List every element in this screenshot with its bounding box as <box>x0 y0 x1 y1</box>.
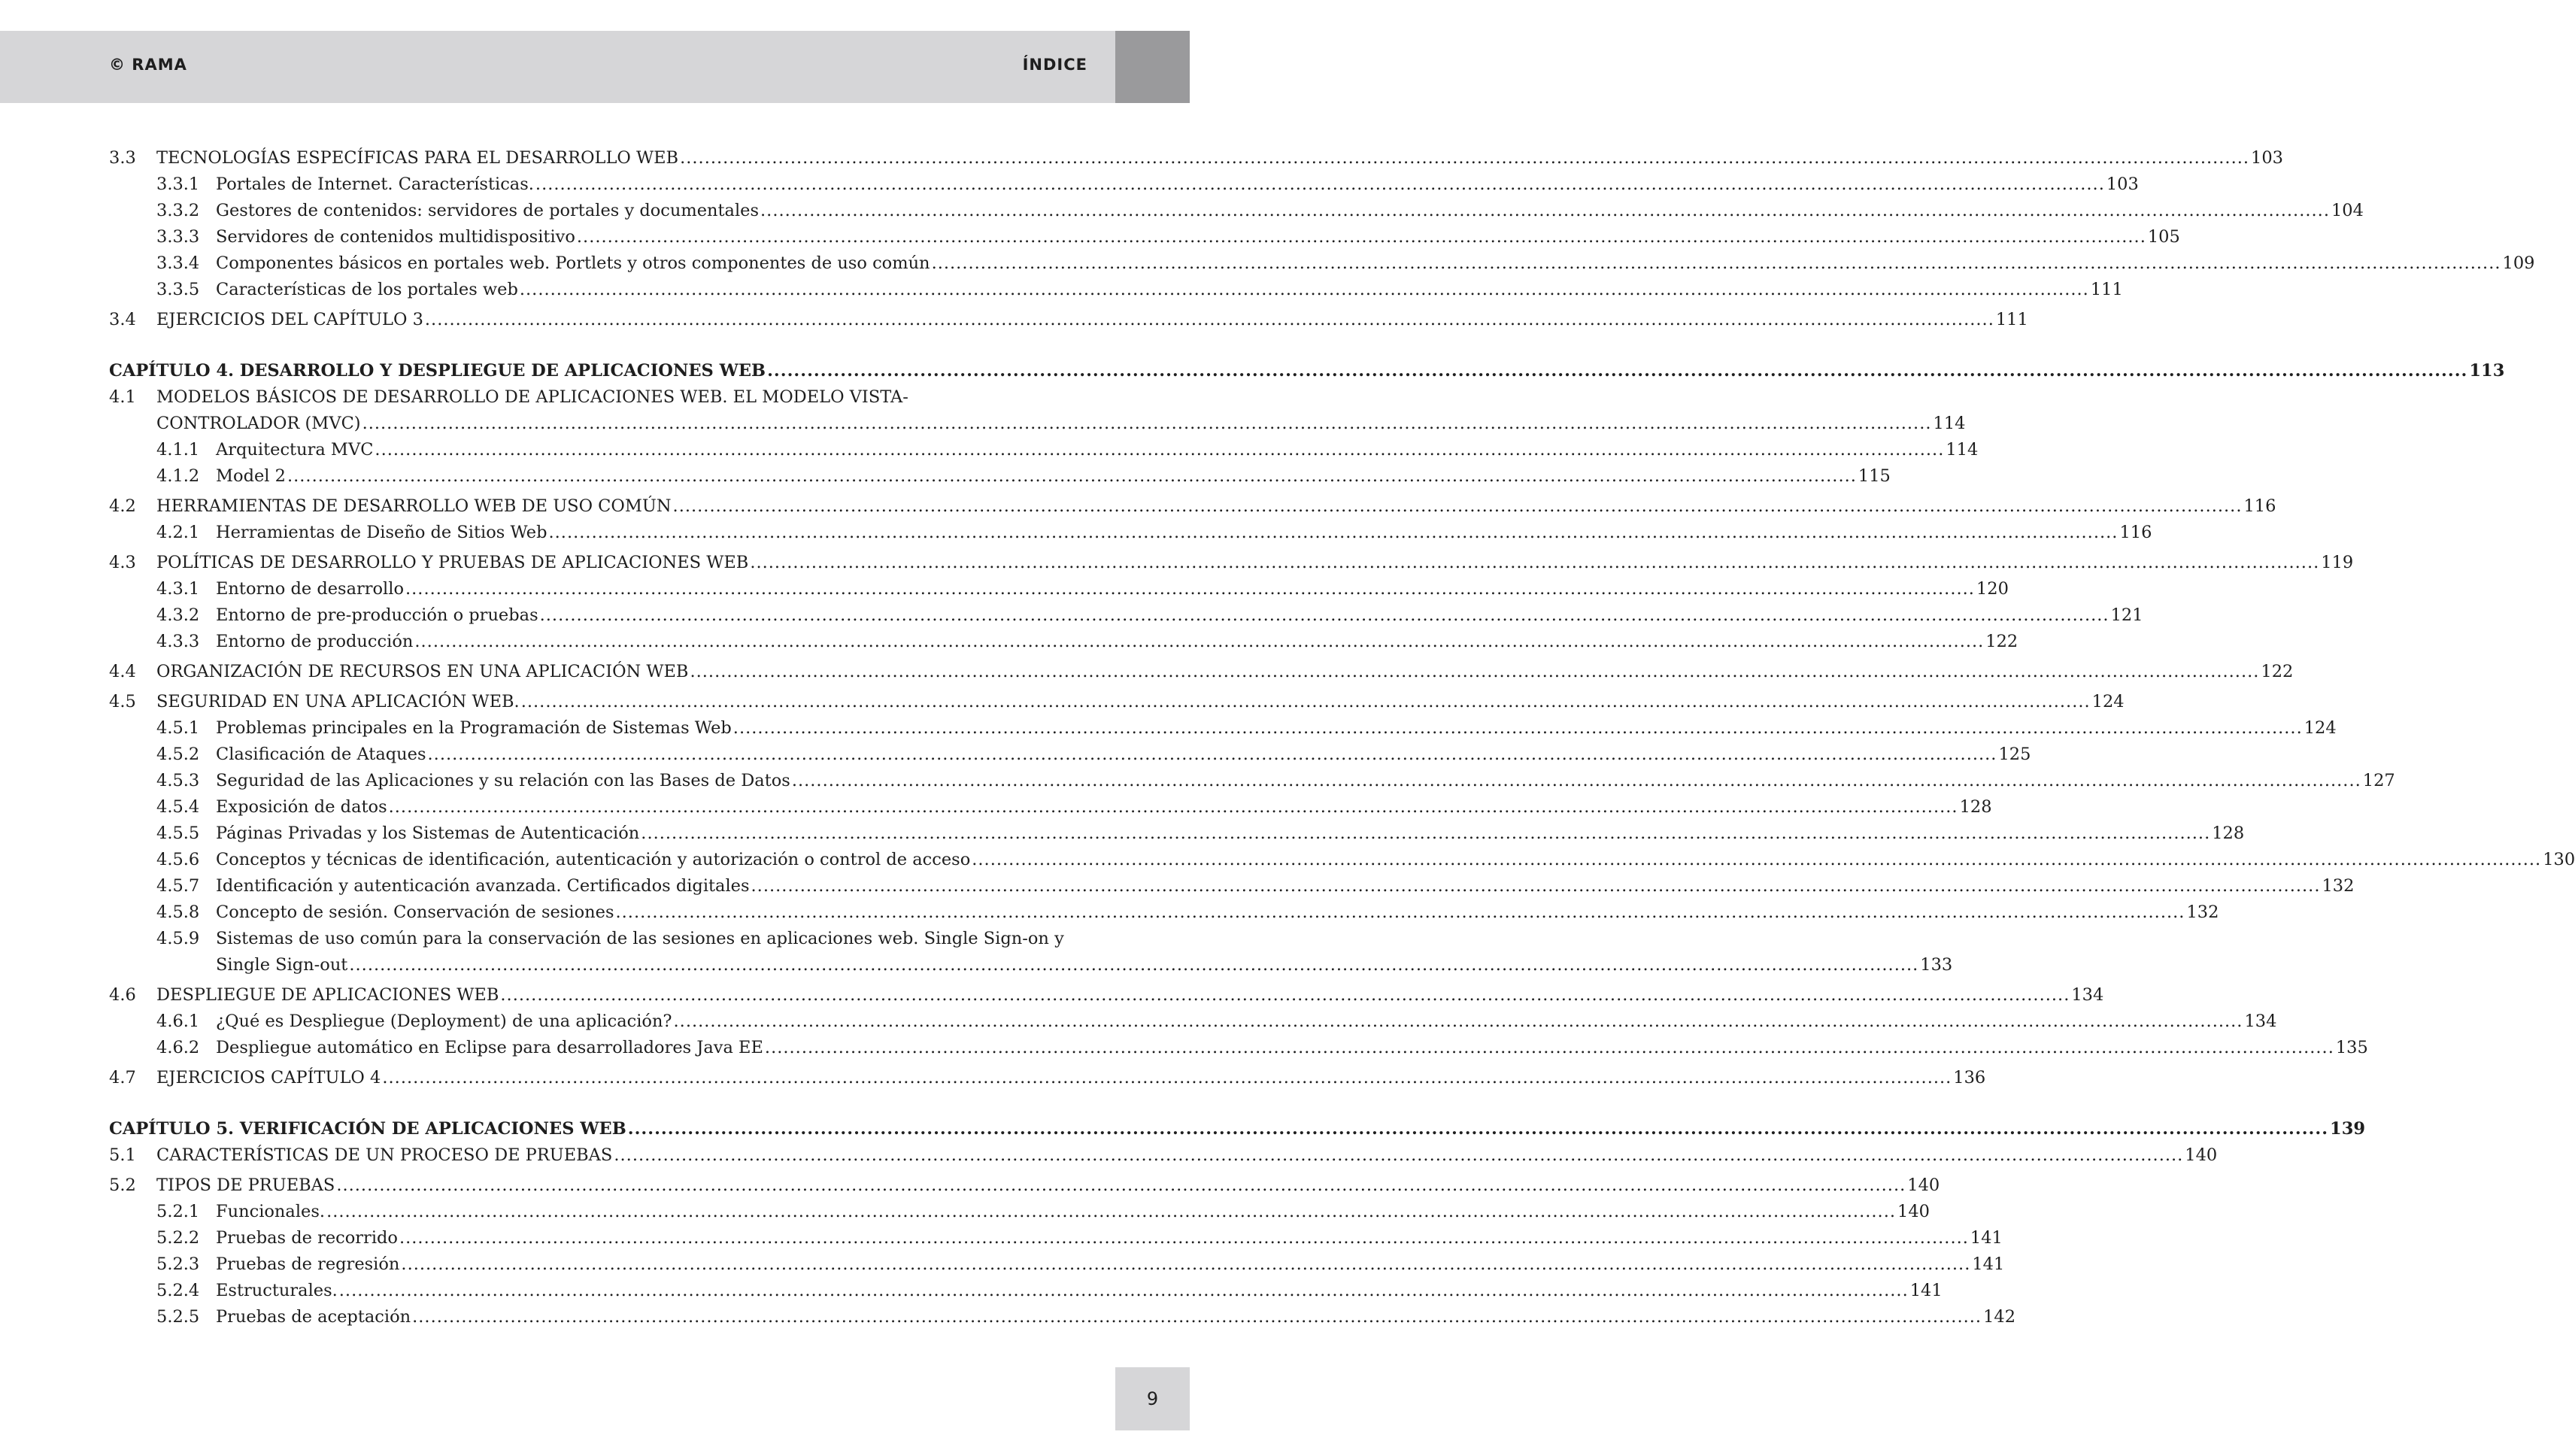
toc-leader <box>680 145 2249 171</box>
toc-title: POLÍTICAS DE DESARROLLO Y PRUEBAS DE APLICACIONES WEB <box>156 553 749 572</box>
toc-number: 4.1.1 <box>156 440 200 460</box>
toc-title: Entorno de desarrollo <box>216 579 404 599</box>
toc-title-continued: Single Sign-out <box>216 955 348 975</box>
toc-title: TECNOLOGÍAS ESPECÍFICAS PARA EL DESARROLLO WEB <box>156 148 679 168</box>
toc-page: 134 <box>2071 985 2104 1005</box>
toc-leader <box>535 171 2105 198</box>
toc-leader <box>540 602 2109 629</box>
toc-leader <box>389 794 1958 821</box>
toc-entry[interactable] <box>109 1304 2016 1330</box>
toc-entry[interactable] <box>109 1035 2368 1061</box>
toc-page: 116 <box>2243 496 2276 516</box>
toc-entry[interactable] <box>109 689 2125 715</box>
toc-leader <box>287 463 1857 490</box>
toc-page: 124 <box>2304 718 2337 738</box>
toc-title: Despliegue automático en Eclipse para desarrolladores Java EE <box>216 1038 763 1057</box>
toc-leader <box>972 847 2541 873</box>
toc-title: Servidores de contenidos multidispositivo <box>216 227 575 247</box>
toc-entry[interactable] <box>109 602 2143 629</box>
toc-leader <box>500 982 2070 1009</box>
toc-page: 141 <box>1972 1254 2005 1274</box>
toc-leader <box>326 1199 1896 1225</box>
toc-leader <box>614 1142 2183 1169</box>
toc-page: 120 <box>1976 579 2009 599</box>
toc-entry[interactable] <box>109 742 2031 768</box>
toc-leader <box>616 899 2185 926</box>
toc-page: 109 <box>2502 253 2535 273</box>
toc-title: Identificación y autenticación avanzada. Certificados digitales <box>216 876 750 896</box>
toc-page: 105 <box>2147 227 2180 247</box>
toc-page: 134 <box>2244 1012 2277 1031</box>
toc-title: Pruebas de recorrido <box>216 1228 398 1248</box>
toc-leader <box>428 742 1997 768</box>
toc-title: MODELOS BÁSICOS DE DESARROLLO DE APLICACIONES WEB. EL MODELO VISTA- <box>156 387 908 407</box>
toc-title: EJERCICIOS CAPÍTULO 4 <box>156 1068 381 1087</box>
toc-leader <box>767 358 2467 384</box>
toc-number: 4.3.2 <box>156 605 200 625</box>
toc-number: 4.5.9 <box>156 929 200 948</box>
toc-number: 3.3.4 <box>156 253 200 273</box>
toc-title: CARACTERÍSTICAS DE UN PROCESO DE PRUEBAS <box>156 1145 613 1165</box>
toc-title: Pruebas de aceptación <box>216 1307 411 1327</box>
toc-title: Páginas Privadas y los Sistemas de Autenticación <box>216 824 640 843</box>
toc-entry[interactable] <box>109 629 2018 655</box>
toc-title: EJERCICIOS DEL CAPÍTULO 3 <box>156 310 423 329</box>
toc-page: 115 <box>1858 466 1891 486</box>
toc-page: 140 <box>1907 1175 1940 1195</box>
toc-chapter-title: CAPÍTULO 4. DESARROLLO Y DESPLIEGUE DE APLICACIONES WEB <box>109 361 766 381</box>
toc-leader <box>349 952 1918 978</box>
toc-entry[interactable] <box>109 171 2139 198</box>
toc-title: Estructurales. <box>216 1281 338 1300</box>
toc-title: Herramientas de Diseño de Sitios Web <box>216 523 547 542</box>
toc-entry[interactable] <box>109 277 2123 303</box>
toc-page: 136 <box>1953 1068 1986 1087</box>
toc-page: 103 <box>2106 174 2139 194</box>
toc-entry[interactable] <box>109 550 2354 576</box>
toc-number: 4.2.1 <box>156 523 200 542</box>
toc-page: 113 <box>2469 361 2505 381</box>
toc-leader <box>339 1278 1909 1304</box>
toc-leader <box>375 437 1944 463</box>
toc-page: 141 <box>1970 1228 2003 1248</box>
toc-leader <box>405 576 1975 602</box>
toc-leader <box>549 520 2119 546</box>
toc-page: 130 <box>2543 850 2575 869</box>
toc-entry[interactable] <box>109 873 2355 899</box>
toc-page: 111 <box>2090 280 2123 299</box>
toc-number: 4.5 <box>109 692 136 711</box>
toc-entry[interactable] <box>109 224 2180 250</box>
toc-title: Problemas principales en la Programación de Sistemas Web <box>216 718 732 738</box>
toc-number: 4.5.1 <box>156 718 200 738</box>
toc-page: 119 <box>2321 553 2354 572</box>
toc-page: 128 <box>1959 797 1992 817</box>
toc-leader <box>690 659 2259 685</box>
toc-entry[interactable] <box>109 926 1953 978</box>
toc-entry[interactable] <box>109 520 2152 546</box>
toc-title-continued: CONTROLADOR (MVC) <box>156 414 361 433</box>
toc-leader <box>382 1065 1952 1091</box>
toc-title: Sistemas de uso común para la conservación de las sesiones en aplicaciones web. Single Sign-on y <box>216 929 1064 948</box>
toc-title: Gestores de contenidos: servidores de portales y documentales <box>216 201 760 220</box>
toc-entry[interactable] <box>109 1225 2003 1251</box>
toc-number: 5.2.1 <box>156 1202 200 1221</box>
toc-title: Exposición de datos <box>216 797 387 817</box>
toc-entry[interactable] <box>109 576 2009 602</box>
toc-leader <box>792 768 2361 794</box>
toc-page: 142 <box>1983 1307 2016 1327</box>
toc-leader <box>577 224 2146 250</box>
toc-number: 4.2 <box>109 496 136 516</box>
toc-page: 103 <box>2251 148 2283 168</box>
toc-title: Portales de Internet. Características. <box>216 174 534 194</box>
toc-entry[interactable] <box>109 1278 1943 1304</box>
toc-chapter-entry[interactable] <box>109 1116 2366 1142</box>
toc-entry[interactable] <box>109 847 2575 873</box>
toc-title: SEGURIDAD EN UNA APLICACIÓN WEB. <box>156 692 520 711</box>
toc-leader <box>412 1304 1982 1330</box>
toc-entry[interactable] <box>109 1142 2218 1169</box>
toc-number: 4.5.6 <box>156 850 200 869</box>
toc-leader <box>765 1035 2334 1061</box>
toc-number: 4.5.3 <box>156 771 200 790</box>
toc-number: 3.4 <box>109 310 136 329</box>
toc-title: Entorno de producción <box>216 632 414 651</box>
toc-chapter-entry[interactable] <box>109 358 2505 384</box>
toc-page: 140 <box>1897 1202 1930 1221</box>
toc-leader <box>641 821 2210 847</box>
toc-number: 4.3.1 <box>156 579 200 599</box>
toc-page: 114 <box>1933 414 1966 433</box>
toc-leader <box>760 198 2330 224</box>
toc-page: 114 <box>1946 440 1979 460</box>
toc-chapter-title: CAPÍTULO 5. VERIFICACIÓN DE APLICACIONES WEB <box>109 1119 626 1139</box>
toc-page: 124 <box>2091 692 2125 711</box>
toc-leader <box>751 873 2321 899</box>
toc-entry[interactable] <box>109 493 2276 520</box>
toc-leader <box>336 1172 1906 1199</box>
toc-entry[interactable] <box>109 145 2283 171</box>
toc-page: 127 <box>2362 771 2395 790</box>
toc-leader <box>733 715 2303 742</box>
toc-page: 122 <box>2261 662 2294 681</box>
toc-entry[interactable] <box>109 1065 1986 1091</box>
toc-number: 5.2 <box>109 1175 136 1195</box>
toc-leader <box>674 1009 2243 1035</box>
toc-page: 133 <box>1920 955 1953 975</box>
toc-number: 4.5.8 <box>156 902 200 922</box>
toc-page: 111 <box>1995 310 2028 329</box>
toc-number: 5.2.5 <box>156 1307 200 1327</box>
toc-number: 4.3 <box>109 553 136 572</box>
toc-leader <box>521 689 2091 715</box>
toc-entry[interactable] <box>109 659 2294 685</box>
toc-page: 141 <box>1909 1281 1943 1300</box>
toc-entry[interactable] <box>109 198 2364 224</box>
toc-number: 3.3.2 <box>156 201 200 220</box>
toc-number: 4.6.1 <box>156 1012 200 1031</box>
toc-entry[interactable] <box>109 463 1891 490</box>
toc-entry[interactable] <box>109 1172 1940 1199</box>
toc-page: 140 <box>2185 1145 2218 1165</box>
toc-entry[interactable] <box>109 437 1979 463</box>
toc-title: Componentes básicos en portales web. Portlets y otros componentes de uso común <box>216 253 930 273</box>
toc-number: 4.5.4 <box>156 797 200 817</box>
header-tab <box>1115 31 1190 103</box>
toc-number: 4.6 <box>109 985 136 1005</box>
toc-title: Conceptos y técnicas de identificación, autenticación y autorización o control de acceso <box>216 850 971 869</box>
toc-leader <box>628 1116 2328 1142</box>
running-header-section: ÍNDICE <box>1022 56 1087 74</box>
toc-number: 5.2.4 <box>156 1281 200 1300</box>
page-number: 9 <box>1146 1388 1159 1409</box>
toc-leader <box>401 1251 1970 1278</box>
toc-number: 4.5.7 <box>156 876 200 896</box>
toc-entry[interactable] <box>109 794 1992 821</box>
toc-number: 4.3.3 <box>156 632 200 651</box>
toc-number: 5.1 <box>109 1145 136 1165</box>
toc-number: 5.2.2 <box>156 1228 200 1248</box>
toc-title: Seguridad de las Aplicaciones y su relación con las Bases de Datos <box>216 771 790 790</box>
toc-number: 4.6.2 <box>156 1038 200 1057</box>
toc-title: Características de los portales web <box>216 280 518 299</box>
toc-title: Concepto de sesión. Conservación de sesiones <box>216 902 614 922</box>
toc-title: HERRAMIENTAS DE DESARROLLO WEB DE USO COMÚN <box>156 496 672 516</box>
toc-leader <box>414 629 1984 655</box>
toc-leader <box>399 1225 1969 1251</box>
toc-leader <box>750 550 2319 576</box>
toc-page: 122 <box>1985 632 2018 651</box>
toc-title: Clasificación de Ataques <box>216 745 426 764</box>
toc-leader <box>520 277 2089 303</box>
toc-number: 3.3.3 <box>156 227 200 247</box>
toc-entry[interactable] <box>109 1251 2005 1278</box>
toc-number: 5.2.3 <box>156 1254 200 1274</box>
running-header-publisher: © RAMA <box>109 56 187 74</box>
toc-number: 4.4 <box>109 662 136 681</box>
toc-page: 132 <box>2186 902 2219 922</box>
toc-entry[interactable] <box>109 899 2219 926</box>
toc-entry[interactable] <box>109 1009 2277 1035</box>
toc-number: 3.3 <box>109 148 136 168</box>
toc-number: 3.3.1 <box>156 174 200 194</box>
toc-leader <box>673 493 2243 520</box>
toc-number: 4.1.2 <box>156 466 200 486</box>
toc-entry[interactable] <box>109 384 1966 437</box>
toc-title: Pruebas de regresión <box>216 1254 400 1274</box>
toc-title: DESPLIEGUE DE APLICACIONES WEB <box>156 985 499 1005</box>
toc-title: ¿Qué es Despliegue (Deployment) de una aplicación? <box>216 1012 672 1031</box>
toc-page: 116 <box>2119 523 2152 542</box>
toc-entry[interactable] <box>109 821 2245 847</box>
toc-page: 139 <box>2330 1119 2366 1139</box>
toc-page: 132 <box>2322 876 2355 896</box>
toc-page: 125 <box>1998 745 2031 764</box>
toc-number: 4.1 <box>109 387 136 407</box>
table-of-contents <box>109 145 2575 1330</box>
toc-title: Funcionales. <box>216 1202 326 1221</box>
toc-entry[interactable] <box>109 1199 1930 1225</box>
toc-number: 4.5.2 <box>156 745 200 764</box>
toc-number: 4.7 <box>109 1068 136 1087</box>
toc-number: 4.5.5 <box>156 824 200 843</box>
toc-title: Arquitectura MVC <box>216 440 374 460</box>
toc-leader <box>425 307 1994 333</box>
toc-entry[interactable] <box>109 307 2028 333</box>
toc-title: ORGANIZACIÓN DE RECURSOS EN UNA APLICACIÓN WEB <box>156 662 689 681</box>
toc-page: 121 <box>2110 605 2143 625</box>
toc-page: 104 <box>2331 201 2364 220</box>
toc-title: Model 2 <box>216 466 286 486</box>
toc-page: 135 <box>2335 1038 2368 1057</box>
toc-entry[interactable] <box>109 250 2535 277</box>
toc-entry[interactable] <box>109 768 2395 794</box>
toc-leader <box>932 250 2501 277</box>
toc-number: 3.3.5 <box>156 280 200 299</box>
toc-title: Entorno de pre-producción o pruebas <box>216 605 538 625</box>
toc-page: 128 <box>2212 824 2245 843</box>
toc-leader <box>362 411 1932 437</box>
toc-entry[interactable] <box>109 982 2104 1009</box>
toc-entry[interactable] <box>109 715 2337 742</box>
toc-title: TIPOS DE PRUEBAS <box>156 1175 335 1195</box>
